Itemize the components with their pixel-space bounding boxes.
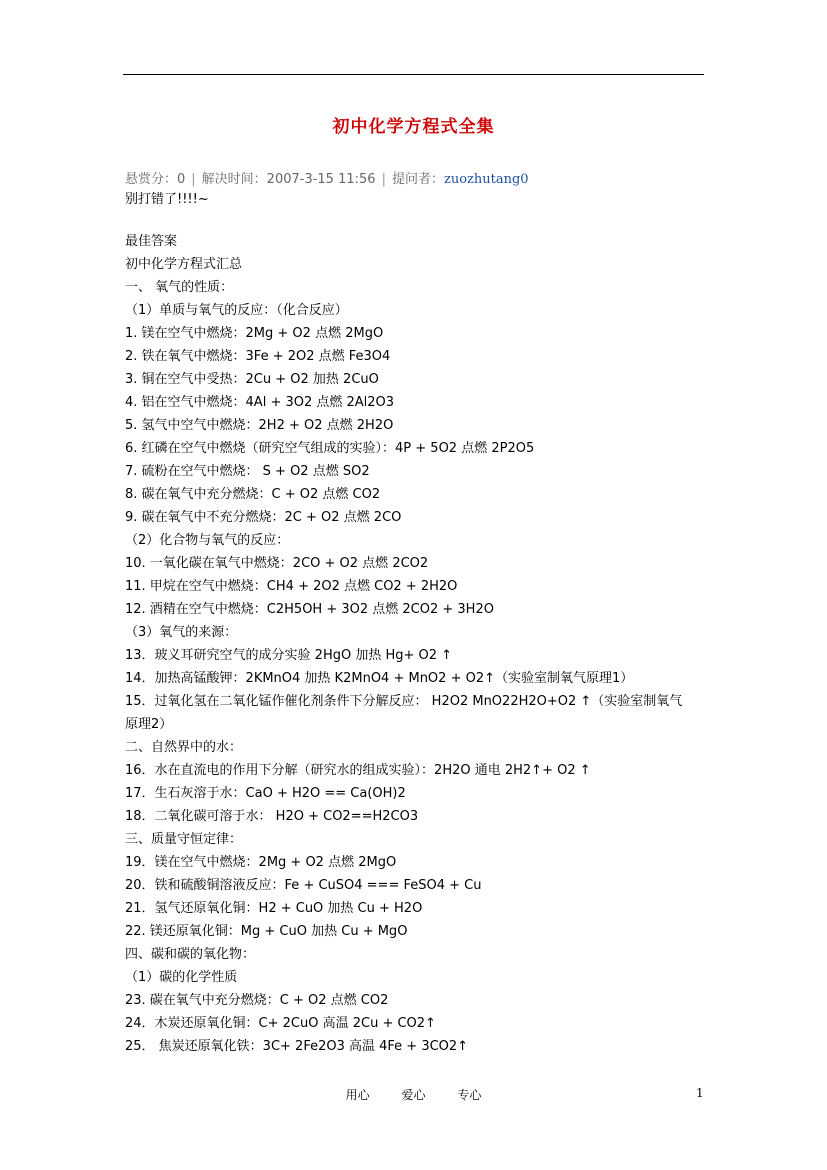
page-number: 1: [696, 1086, 704, 1100]
solved-time-text: 解决时间：2007-3-15 11:56: [201, 172, 376, 187]
body-line: 原理2）: [125, 717, 173, 732]
body-line: 20．铁和硫酸铜溶液反应：Fe + CuSO4 === FeSO4 + Cu: [125, 878, 482, 893]
bounty-text: 悬赏分：0: [125, 172, 186, 187]
body-line: 15．过氧化氢在二氧化锰作催化剂条件下分解反应： H2O2 MnO22H2O+O2 ↑（实验室制氧气: [125, 694, 683, 709]
body-line: 10. 一氧化碳在氧气中燃烧：2CO + O2 点燃 2CO2: [125, 556, 429, 571]
answer-body: [125, 230, 710, 1058]
body-line: 21．氢气还原氧化铜：H2 + CuO 加热 Cu + H2O: [125, 901, 423, 916]
question-note: 别打错了!!!!~: [125, 192, 209, 207]
body-line: 22. 镁还原氧化铜：Mg + CuO 加热 Cu + MgO: [125, 924, 408, 939]
body-line: 23. 碳在氧气中充分燃烧：C + O2 点燃 CO2: [125, 993, 389, 1008]
body-line: 最佳答案: [125, 234, 178, 249]
body-line: （1）碳的化学性质: [125, 970, 238, 985]
meta-separator: |: [191, 172, 196, 187]
body-line: 9. 碳在氧气中不充分燃烧：2C + O2 点燃 2CO: [125, 510, 402, 525]
body-line: 三、质量守恒定律：: [125, 832, 243, 847]
footer-item: 用心: [345, 1088, 370, 1102]
footer-item: 爱心: [401, 1088, 426, 1102]
body-line: 12. 酒精在空气中燃烧：C2H5OH + 3O2 点燃 2CO2 + 3H2O: [125, 602, 494, 617]
body-line: 8. 碳在氧气中充分燃烧：C + O2 点燃 CO2: [125, 487, 381, 502]
body-line: 一、 氧气的性质：: [125, 280, 234, 295]
asker-label: 提问者：: [391, 172, 444, 187]
asker-link[interactable]: zuozhutang0: [443, 172, 529, 187]
body-line: 25． 焦炭还原氧化铁：3C+ 2Fe2O3 高温 4Fe + 3CO2↑: [125, 1039, 469, 1054]
body-line: 2. 铁在氧气中燃烧：3Fe + 2O2 点燃 Fe3O4: [125, 349, 391, 364]
body-line: 3. 铜在空气中受热：2Cu + O2 加热 2CuO: [125, 372, 379, 387]
body-line: （3）氧气的来源：: [125, 625, 238, 640]
body-line: 11. 甲烷在空气中燃烧：CH4 + 2O2 点燃 CO2 + 2H2O: [125, 579, 458, 594]
question-meta: [125, 168, 529, 187]
body-line: 5. 氢气中空气中燃烧：2H2 + O2 点燃 2H2O: [125, 418, 394, 433]
body-line: 19．镁在空气中燃烧：2Mg + O2 点燃 2MgO: [125, 855, 397, 870]
footer-item: 专心: [457, 1088, 482, 1102]
body-line: 7. 硫粉在空气中燃烧： S + O2 点燃 SO2: [125, 464, 370, 479]
body-line: 6. 红磷在空气中燃烧（研究空气组成的实验）：4P + 5O2 点燃 2P2O5: [125, 441, 535, 456]
body-line: 17．生石灰溶于水：CaO + H2O == Ca(OH)2: [125, 786, 406, 801]
page-title: 初中化学方程式全集: [332, 117, 495, 137]
body-line: 四、碳和碳的氧化物：: [125, 947, 256, 962]
body-line: 初中化学方程式汇总: [125, 257, 243, 272]
body-line: （2）化合物与氧气的反应：: [125, 533, 290, 548]
header-rule: [123, 74, 704, 75]
body-line: 14．加热高锰酸钾：2KMnO4 加热 K2MnO4 + MnO2 + O2↑（实验室制氧气原理1）: [125, 671, 634, 686]
body-line: 4. 铝在空气中燃烧：4Al + 3O2 点燃 2Al2O3: [125, 395, 395, 410]
body-line: 16．水在直流电的作用下分解（研究水的组成实验）：2H2O 通电 2H2↑+ O2 ↑: [125, 763, 591, 778]
meta-separator: |: [381, 172, 386, 187]
body-line: 13．玻义耳研究空气的成分实验 2HgO 加热 Hg+ O2 ↑: [125, 648, 453, 663]
body-line: 24．木炭还原氧化铜：C+ 2CuO 高温 2Cu + CO2↑: [125, 1016, 436, 1031]
body-line: 18．二氧化碳可溶于水： H2O + CO2==H2CO3: [125, 809, 419, 824]
body-line: 二、自然界中的水：: [125, 740, 243, 755]
body-line: （1）单质与氧气的反应：（化合反应）: [125, 303, 348, 318]
body-line: 1. 镁在空气中燃烧：2Mg + O2 点燃 2MgO: [125, 326, 384, 341]
